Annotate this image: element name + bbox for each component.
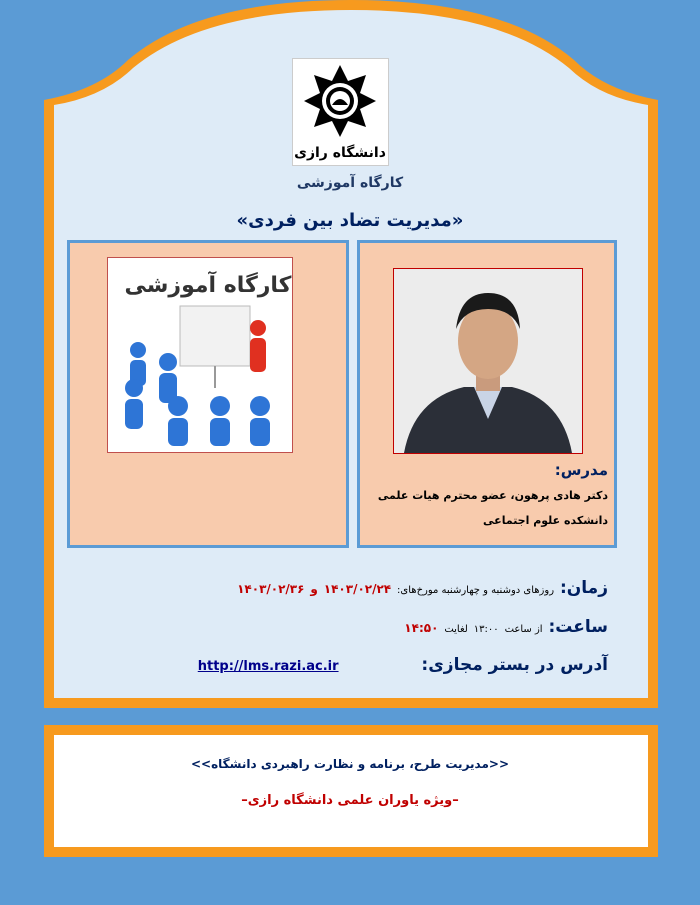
instructor-heading: مدرس: xyxy=(554,461,608,479)
date-end: ۱۴۰۳/۰۲/۳۶ xyxy=(237,582,305,596)
hour-label: ساعت: xyxy=(548,617,608,637)
time-row xyxy=(237,578,608,598)
date-start: ۱۴۰۳/۰۲/۲۴ xyxy=(323,582,392,596)
lms-link[interactable]: http://lms.razi.ac.ir xyxy=(197,659,339,674)
instructor-name: دکتر هادی پرهون، عضو محترم هیات علمی xyxy=(377,489,608,502)
workshop-subtitle: کارگاه آموزشی xyxy=(296,175,404,191)
footer-line2: –ویژه یاوران علمی دانشگاه رازی– xyxy=(241,793,459,808)
hour-row xyxy=(404,617,608,637)
logo-text: دانشگاه رازی xyxy=(294,145,386,161)
university-logo xyxy=(292,58,389,166)
hour-from: ۱۳:۰۰ xyxy=(473,624,499,635)
hour-to-text: لغایت xyxy=(444,624,468,635)
address-row xyxy=(198,655,608,675)
time-text: روزهای دوشنبه و چهارشنبه مورخ‌های: xyxy=(397,585,555,596)
hour-from-text: از ساعت xyxy=(504,624,543,635)
footer-box xyxy=(44,725,658,857)
workshop-title: «مدیریت تضاد بین فردی» xyxy=(236,210,464,231)
address-label: آدرس در بستر مجازی: xyxy=(421,655,608,675)
hour-to: ۱۴:۵۰ xyxy=(404,621,439,635)
date-conj: و xyxy=(310,582,318,596)
instructor-photo xyxy=(393,268,583,454)
illustration-text: کارگاه آموزشی xyxy=(124,273,292,298)
footer-line1: <<مدیریت طرح، برنامه و نظارت راهبردی دانشگاه>> xyxy=(190,757,510,771)
instructor-faculty: دانشکده علوم اجتماعی xyxy=(483,514,608,527)
workshop-illustration xyxy=(107,257,293,453)
time-label: زمان: xyxy=(559,578,608,598)
